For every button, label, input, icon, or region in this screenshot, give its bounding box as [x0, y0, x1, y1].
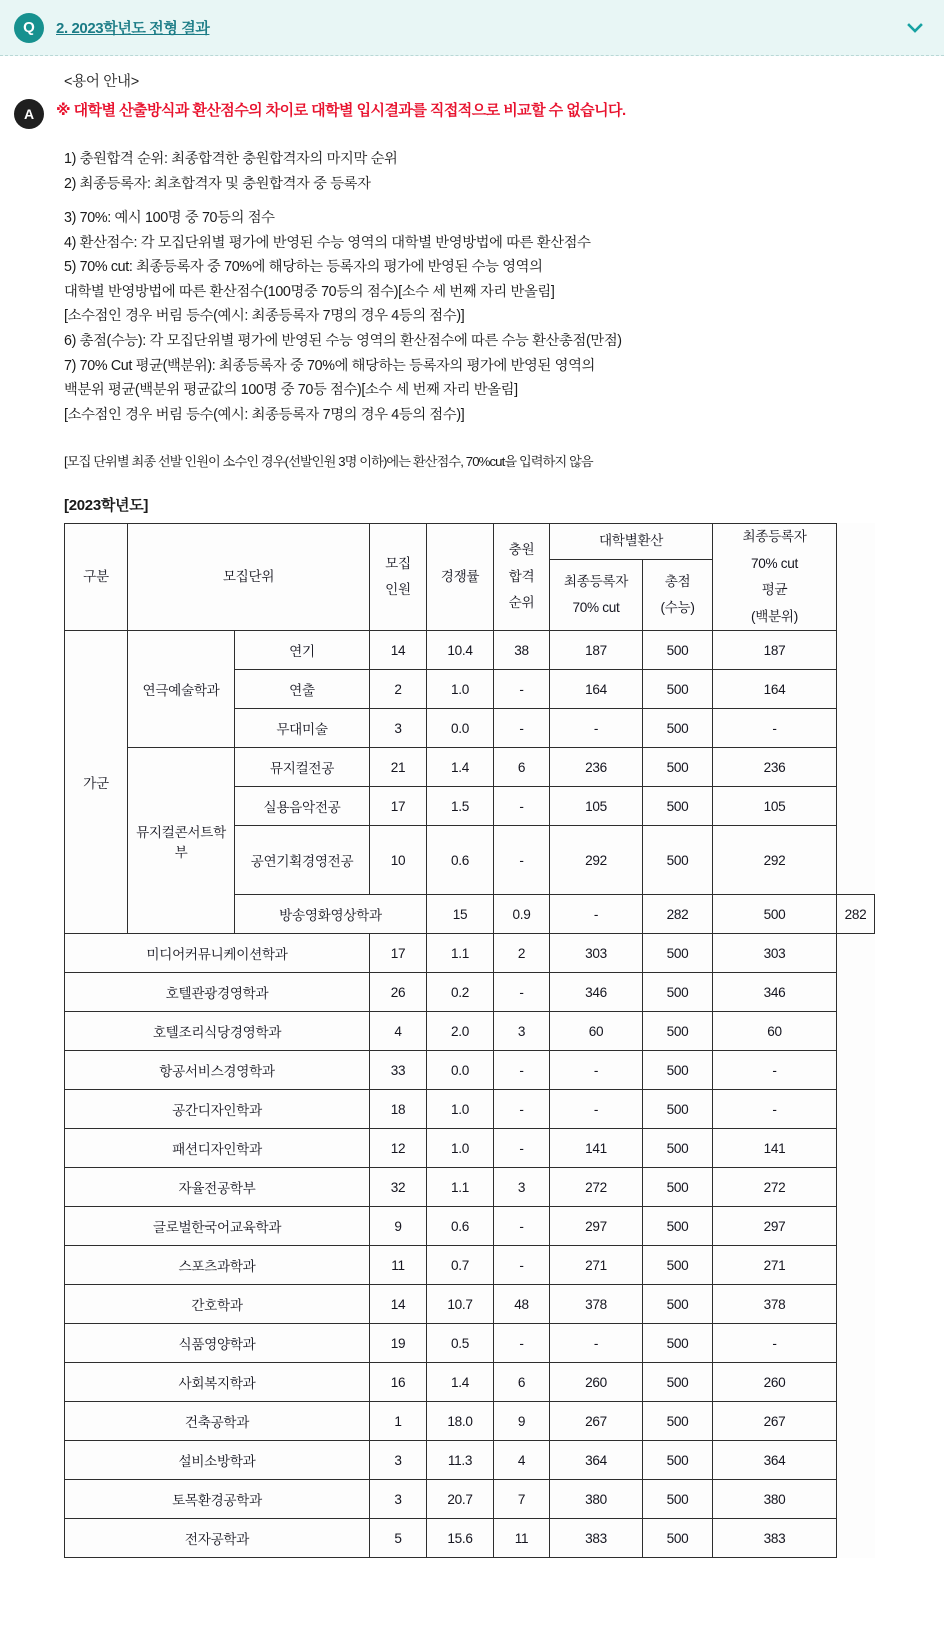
cell-avg: 297	[713, 1207, 837, 1246]
cell-avg: -	[713, 1324, 837, 1363]
cell-cut: 164	[550, 670, 643, 709]
cell-ratio: 1.1	[427, 1168, 494, 1207]
cell-rank: -	[494, 670, 550, 709]
cell-major: 공연기획경영전공	[235, 826, 370, 895]
th-avg-l2: 70% cut	[751, 555, 799, 571]
cell-total: 500	[643, 973, 713, 1012]
cell-total: 500	[643, 631, 713, 670]
cell-rank: -	[494, 973, 550, 1012]
cell-avg: 282	[837, 895, 875, 934]
cell-rank: 48	[494, 1285, 550, 1324]
cell-total: 500	[643, 670, 713, 709]
th-avg-l1: 최종등록자	[742, 529, 807, 545]
cell-cut: 271	[550, 1246, 643, 1285]
cell-rank: -	[494, 826, 550, 895]
note-line-2: 2) 최종등록자: 최초합격자 및 충원합격자 중 등록자	[64, 175, 371, 192]
th-group-univ-conversion: 대학별환산	[550, 524, 713, 560]
cell-cut: 187	[550, 631, 643, 670]
cell-total: 500	[643, 1519, 713, 1558]
cell-gubun-group: 가군	[65, 631, 128, 934]
cell-cut: 378	[550, 1285, 643, 1324]
question-badge: Q	[14, 13, 44, 43]
table-row	[65, 973, 875, 1012]
cell-cut: 297	[550, 1207, 643, 1246]
table-row	[65, 748, 875, 787]
cell-major: 토목환경공학과	[65, 1480, 370, 1519]
cell-major: 뮤지컬전공	[235, 748, 370, 787]
cell-major: 연출	[235, 670, 370, 709]
table-row	[65, 1129, 875, 1168]
th-avg-l4: (백분위)	[751, 608, 798, 624]
header-row-1	[65, 524, 875, 560]
th-chungwon-l3: 순위	[508, 595, 535, 611]
cell-major: 방송영화영상학과	[235, 895, 427, 934]
cell-capacity: 9	[370, 1207, 427, 1246]
cell-total: 500	[643, 748, 713, 787]
cell-total: 500	[643, 934, 713, 973]
table-row	[65, 1012, 875, 1051]
note-spacer-1	[64, 196, 926, 206]
cell-capacity: 5	[370, 1519, 427, 1558]
cell-capacity: 3	[370, 1480, 427, 1519]
cell-ratio: 1.0	[427, 1129, 494, 1168]
cell-total: 500	[643, 1285, 713, 1324]
table-row	[65, 1207, 875, 1246]
cell-major: 무대미술	[235, 709, 370, 748]
cell-ratio: 10.4	[427, 631, 494, 670]
table-row	[65, 1051, 875, 1090]
cell-avg: 187	[713, 631, 837, 670]
cell-dept-group-1: 연극예술학과	[128, 631, 235, 748]
note-spacer-2	[64, 427, 926, 451]
cell-capacity: 10	[370, 826, 427, 895]
th-total-l2: (수능)	[660, 600, 695, 616]
th-moiip-inwon	[370, 524, 427, 631]
th-final-reg-l2: 70% cut	[572, 600, 620, 616]
cell-ratio: 0.6	[427, 826, 494, 895]
table-row	[65, 631, 875, 670]
table-row	[65, 1402, 875, 1441]
page-title[interactable]: 2. 2023학년도 전형 결과	[56, 20, 210, 37]
cell-avg: 378	[713, 1285, 837, 1324]
answer-warning-row	[14, 101, 926, 129]
warning-text: ※ 대학별 산출방식과 환산점수의 차이로 대학별 입시결과를 직접적으로 비교할 수 없습니다.	[56, 102, 626, 119]
table-row	[65, 1441, 875, 1480]
cell-avg: 260	[713, 1363, 837, 1402]
th-chungwon	[494, 524, 550, 631]
cell-total: 500	[643, 1051, 713, 1090]
cell-total: 500	[643, 787, 713, 826]
cell-ratio: 1.1	[427, 934, 494, 973]
cell-rank: 9	[494, 1402, 550, 1441]
th-total-score	[643, 560, 713, 631]
cell-rank: -	[494, 787, 550, 826]
cell-capacity: 12	[370, 1129, 427, 1168]
cell-ratio: 0.0	[427, 709, 494, 748]
table-row	[65, 1285, 875, 1324]
cell-total: 500	[643, 1168, 713, 1207]
cell-rank: -	[494, 1207, 550, 1246]
cell-capacity: 26	[370, 973, 427, 1012]
cell-total: 500	[643, 1480, 713, 1519]
table-row	[65, 1363, 875, 1402]
table-row	[65, 1324, 875, 1363]
cell-total: 500	[643, 1207, 713, 1246]
cell-major: 연기	[235, 631, 370, 670]
cell-ratio: 11.3	[427, 1441, 494, 1480]
cell-cut: -	[550, 1090, 643, 1129]
note-line-6: 6) 총점(수능): 각 모집단위별 평가에 반영된 수능 영역의 환산점수에 따른 수능 환산총점(만점)	[64, 333, 622, 350]
cell-capacity: 3	[370, 709, 427, 748]
cell-avg: 272	[713, 1168, 837, 1207]
cell-capacity: 32	[370, 1168, 427, 1207]
cell-total: 500	[643, 826, 713, 895]
cell-rank: -	[494, 1129, 550, 1168]
term-guide-label: <용어 안내>	[64, 74, 139, 90]
cell-capacity: 21	[370, 748, 427, 787]
note-footnote: [모집 단위별 최종 선발 인원이 소수인 경우(선발인원 3명 이하)에는 환산점수, 70%cut을 입력하지 않음	[64, 454, 593, 470]
cell-capacity: 2	[370, 670, 427, 709]
th-moiip-inwon-l2: 인원	[385, 582, 411, 598]
terminology-notes	[64, 147, 926, 474]
cell-rank: 6	[494, 1363, 550, 1402]
th-moiip-danwi: 모집단위	[128, 524, 370, 631]
cell-major: 패션디자인학과	[65, 1129, 370, 1168]
cell-capacity: 33	[370, 1051, 427, 1090]
cell-cut: 260	[550, 1363, 643, 1402]
cell-total: 500	[643, 1129, 713, 1168]
cell-total: 500	[643, 1441, 713, 1480]
cell-major: 간호학과	[65, 1285, 370, 1324]
cell-total: 500	[643, 1012, 713, 1051]
cell-ratio: 1.4	[427, 1363, 494, 1402]
cell-major: 글로벌한국어교육학과	[65, 1207, 370, 1246]
cell-total: 500	[643, 1402, 713, 1441]
table-row	[65, 934, 875, 973]
cell-major: 사회복지학과	[65, 1363, 370, 1402]
cell-rank: -	[550, 895, 643, 934]
cell-capacity: 17	[370, 787, 427, 826]
cell-avg: 267	[713, 1402, 837, 1441]
cell-avg: 236	[713, 748, 837, 787]
note-line-5a: 5) 70% cut: 최종등록자 중 70%에 해당하는 등록자의 평가에 반영된 수능 영역의	[64, 259, 543, 276]
cell-capacity: 11	[370, 1246, 427, 1285]
cell-rank: 11	[494, 1519, 550, 1558]
cell-ratio: 1.0	[427, 670, 494, 709]
cell-total: 500	[643, 1363, 713, 1402]
cell-dept-group-2: 뮤지컬콘서트학부	[128, 748, 235, 934]
cell-ratio: 0.0	[427, 1051, 494, 1090]
cell-rank: -	[494, 1051, 550, 1090]
cell-rank: -	[494, 1246, 550, 1285]
cell-avg: -	[713, 1090, 837, 1129]
cell-capacity: 16	[370, 1363, 427, 1402]
cell-capacity: 18	[370, 1090, 427, 1129]
accordion-header[interactable]	[0, 0, 944, 56]
cell-total: 500	[643, 1324, 713, 1363]
th-chungwon-l1: 충원	[508, 542, 535, 558]
cell-major: 스포츠과학과	[65, 1246, 370, 1285]
cell-avg: 292	[713, 826, 837, 895]
cell-ratio: 0.5	[427, 1324, 494, 1363]
cell-capacity: 14	[370, 1285, 427, 1324]
cell-major: 실용음악전공	[235, 787, 370, 826]
answer-body	[0, 56, 944, 1558]
note-line-5b: 대학별 반영방법에 따른 환산점수(100명중 70등의 점수)[소수 세 번째 자리 반올림]	[64, 283, 555, 300]
cell-major: 건축공학과	[65, 1402, 370, 1441]
cell-capacity: 3	[370, 1441, 427, 1480]
cell-ratio: 0.6	[427, 1207, 494, 1246]
cell-cut: 141	[550, 1129, 643, 1168]
cell-capacity: 15	[427, 895, 494, 934]
cell-avg: 141	[713, 1129, 837, 1168]
cell-capacity: 14	[370, 631, 427, 670]
cell-avg: 364	[713, 1441, 837, 1480]
th-gyeongjaengryul: 경쟁률	[427, 524, 494, 631]
note-line-7a: 7) 70% Cut 평균(백분위): 최종등록자 중 70%에 해당하는 등록자의 평가에 반영된 영역의	[64, 357, 595, 374]
cell-cut: 346	[550, 973, 643, 1012]
cell-major: 설비소방학과	[65, 1441, 370, 1480]
table-row	[65, 1480, 875, 1519]
results-table-wrapper	[64, 523, 926, 1558]
cell-rank: -	[494, 709, 550, 748]
admission-results-table	[64, 523, 875, 1558]
cell-ratio: 15.6	[427, 1519, 494, 1558]
cell-avg: 380	[713, 1480, 837, 1519]
note-line-1: 1) 충원합격 순위: 최종합격한 충원합격자의 마지막 순위	[64, 151, 398, 167]
cell-ratio: 10.7	[427, 1285, 494, 1324]
note-line-5c: [소수점인 경우 버림 등수(예시: 최종등록자 7명의 경우 4등의 점수)]	[64, 308, 465, 325]
cell-avg: 271	[713, 1246, 837, 1285]
th-final-avg-percentile	[713, 524, 837, 631]
cell-avg: -	[713, 1051, 837, 1090]
cell-major: 식품영양학과	[65, 1324, 370, 1363]
th-chungwon-l2: 합격	[508, 568, 535, 584]
cell-rank: 3	[494, 1012, 550, 1051]
cell-rank: 2	[494, 934, 550, 973]
cell-rank: 4	[494, 1441, 550, 1480]
cell-cut: 236	[550, 748, 643, 787]
cell-cut: 292	[550, 826, 643, 895]
cell-major: 전자공학과	[65, 1519, 370, 1558]
cell-major: 자율전공학부	[65, 1168, 370, 1207]
cell-cut: 380	[550, 1480, 643, 1519]
cell-rank: 3	[494, 1168, 550, 1207]
cell-ratio: 0.9	[494, 895, 550, 934]
year-label: [2023학년도]	[64, 497, 149, 515]
answer-badge: A	[14, 99, 44, 129]
cell-total: 500	[643, 709, 713, 748]
cell-capacity: 4	[370, 1012, 427, 1051]
note-line-3: 3) 70%: 예시 100명 중 70등의 점수	[64, 210, 275, 227]
cell-capacity: 19	[370, 1324, 427, 1363]
cell-rank: 6	[494, 748, 550, 787]
table-row	[65, 1519, 875, 1558]
cell-avg: 164	[713, 670, 837, 709]
cell-total: 500	[643, 1090, 713, 1129]
cell-avg: 383	[713, 1519, 837, 1558]
th-gubun: 구분	[65, 524, 128, 631]
th-final-reg-l1: 최종등록자	[563, 573, 629, 589]
cell-cut: -	[550, 709, 643, 748]
cell-ratio: 18.0	[427, 1402, 494, 1441]
th-total-l1: 총점	[664, 573, 691, 589]
note-line-7c: [소수점인 경우 버림 등수(예시: 최종등록자 7명의 경우 4등의 점수)]	[64, 406, 465, 423]
note-line-7b: 백분위 평균(백분위 평균값의 100명 중 70등 점수)[소수 세 번째 자리 반올림]	[64, 382, 518, 399]
cell-total: 500	[713, 895, 837, 934]
cell-major: 공간디자인학과	[65, 1090, 370, 1129]
chevron-down-icon[interactable]	[904, 17, 926, 39]
cell-avg: 346	[713, 973, 837, 1012]
cell-ratio: 20.7	[427, 1480, 494, 1519]
table-head	[65, 524, 875, 631]
cell-rank: -	[494, 1324, 550, 1363]
th-avg-l3: 평균	[761, 582, 788, 598]
cell-avg: 303	[713, 934, 837, 973]
cell-ratio: 0.7	[427, 1246, 494, 1285]
table-body	[65, 631, 875, 1558]
cell-rank: 38	[494, 631, 550, 670]
cell-ratio: 1.5	[427, 787, 494, 826]
cell-cut: 60	[550, 1012, 643, 1051]
cell-cut: 303	[550, 934, 643, 973]
cell-rank: 7	[494, 1480, 550, 1519]
cell-cut: 364	[550, 1441, 643, 1480]
cell-major: 호텔관광경영학과	[65, 973, 370, 1012]
table-row	[65, 1168, 875, 1207]
cell-cut: -	[550, 1051, 643, 1090]
cell-rank: -	[494, 1090, 550, 1129]
cell-major: 호텔조리식당경영학과	[65, 1012, 370, 1051]
cell-major: 미디어커뮤니케이션학과	[65, 934, 370, 973]
th-final-registrant-cut	[550, 560, 643, 631]
cell-ratio: 0.2	[427, 973, 494, 1012]
cell-capacity: 1	[370, 1402, 427, 1441]
cell-major: 항공서비스경영학과	[65, 1051, 370, 1090]
cell-cut: 267	[550, 1402, 643, 1441]
cell-cut: 105	[550, 787, 643, 826]
cell-cut: 282	[643, 895, 713, 934]
cell-ratio: 1.0	[427, 1090, 494, 1129]
cell-avg: -	[713, 709, 837, 748]
cell-capacity: 17	[370, 934, 427, 973]
table-row	[65, 1246, 875, 1285]
cell-avg: 60	[713, 1012, 837, 1051]
note-line-4: 4) 환산점수: 각 모집단위별 평가에 반영된 수능 영역의 대학별 반영방법에 따른 환산점수	[64, 234, 591, 251]
cell-cut: 272	[550, 1168, 643, 1207]
table-row	[65, 1090, 875, 1129]
cell-ratio: 1.4	[427, 748, 494, 787]
cell-total: 500	[643, 1246, 713, 1285]
cell-cut: 383	[550, 1519, 643, 1558]
cell-avg: 105	[713, 787, 837, 826]
th-moiip-inwon-l1: 모집	[385, 555, 411, 571]
cell-ratio: 2.0	[427, 1012, 494, 1051]
cell-cut: -	[550, 1324, 643, 1363]
